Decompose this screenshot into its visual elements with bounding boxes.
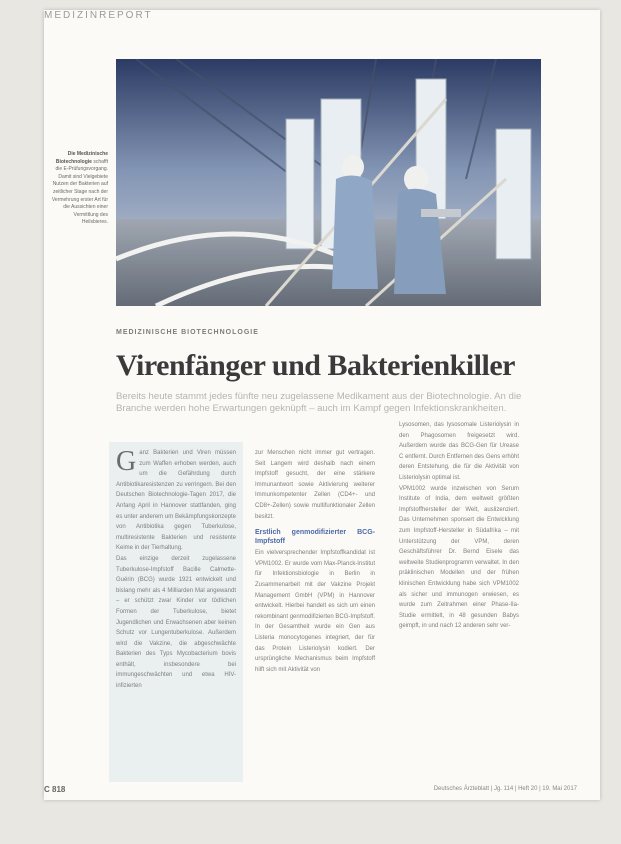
column-2-paragraph-2: Ein vielversprechender Impfstoffkandidat ist VPM1002. Er wurde vom Max-Planck-Institut für Infektionsbiologie in Berlin in Zusammenarbeit mit der Vakzine Projekt Management GmbH (VPM) in Hannover entwickelt. Hierbei handelt es sich um einen rekombinant genmodifizierten BCG-Impfstoff. In der Gesamtheit wurde ein Gen aus Listeria monocytogenes integriert, der für das Protein Listeriolysin kodiert. Der ursprüngliche Mechanismus beim Impfstoff hilft sich mit Aktivität von xyxy=(255,550,375,673)
article-section-label: MEDIZINISCHE BIOTECHNOLOGIE xyxy=(116,329,259,336)
article-column-2 xyxy=(255,448,375,675)
caption-body: schafft die E-Prüfungsvorgang. Damit sind Vielgebiete Nutzen der Bakterien auf zeitlicher Stage nach der Vermehrung erster Art für die Aussichten einer Vermittlung des Heilsbieres. xyxy=(51,158,108,226)
article-column-3 xyxy=(399,420,519,632)
column-1-paragraph-2: Das einzige derzeit zugelassene Tuberkulose-Impfstoff Bacille Calmette-Guérin (BCG) wurde 1921 entwickelt und bislang mehr als 4 Milliarden Mal angewandt – er schützt zwar Kinder vor tödlichen Formen der Tuberkulose, bietet Jugendlichen und Erwachsenen aber keinen Schutz vor Lungentuberkulose. Außerdem wird die Vakzine, die abgeschwächte Bakterien des Typs Mycobacterium bovis enthält, insbesondere bei immungeschwächten und etwa HIV-infizierten xyxy=(116,555,236,690)
page-number: C 818 xyxy=(44,785,66,794)
subheading-bcg: Erstlich genmodifizierter BCG-Impfstoff xyxy=(255,529,375,546)
photo-caption xyxy=(50,151,108,227)
section-kicker: MEDIZINREPORT xyxy=(44,10,153,21)
caption-title: Die Medizinische Biotechnologie xyxy=(55,151,108,165)
article-column-1 xyxy=(116,448,236,692)
journal-citation: Deutsches Ärzteblatt | Jg. 114 | Heft 20 | 19. Mai 2017 xyxy=(433,786,577,792)
column-1-paragraph-1: anz Bakterien und Viren müssen zum Waffen erhoben werden, auch um die Gefährdung durch Antibiotikaresistenzen zu verringern. Bei den Deutschen Biotechnologie-Tagen 2017, die Anfang April in Hannover stattfanden, ging es unter anderem um Bekämpfungskonzepte von Antibiotika gegen Tuberkulose, multiresistente Bakterien und resistente Keime in der Tierhaltung. xyxy=(116,450,236,552)
article-lead: Bereits heute stammt jedes fünfte neu zugelassene Medikament aus der Biotechnologie. An die Branche werden hohe Erwartungen geknüpft – auch im Kampf gegen Infektionskrankheiten. xyxy=(116,391,522,415)
article-title: Virenfänger und Bakterienkiller xyxy=(116,349,515,382)
column-2-paragraph-1: zur Menschen nicht immer gut vertragen. Seit Langem wird deshalb nach einem Impfstoff gesucht, der eine stärkere Immunantwort sowie Aktivierung weiterer Immunkompetenter Zellen (CD4+- und CD8+-Zellen) sowie multifunktionaler Zellen besitzt. xyxy=(255,450,375,520)
drop-cap: G xyxy=(116,446,137,477)
column-3-paragraph-2: VPM1002 wurde inzwischen von Serum Institute of India, dem weltweit größten Impfstoffhersteller der Welt, auslizenziert. Das Unternehmen sponsert die Entwicklung zum Impfstoff-Hersteller in Südafrika – mit Unterstützung der VPM, deren Geschäftsführer Dr. Bernd Eisele das weltweite Studienprogramm verwaltet. In den präklinischen Modellen und der frühen klinischen Entwicklung habe sich VPM1002 als sicher und immunogen erwiesen, es wurde zum Zeitrahmen einer Phase-IIa-Studie ermittelt, in 48 gesunden Babys geimpft, in und nach 12 anderen sehr ver- xyxy=(399,485,519,630)
column-3-paragraph-1: Lysosomen, das lysosomale Listeriolysin in den Phagosomen freigesetzt wird. Außerdem wurde das BCG-Gen für Urease C entfernt. Durch Entfernen des Gens erhöht deren Entstehung, die für die Aktivität von Listeriolysin optimal ist. xyxy=(399,422,519,481)
hero-photo-lab xyxy=(116,59,541,306)
